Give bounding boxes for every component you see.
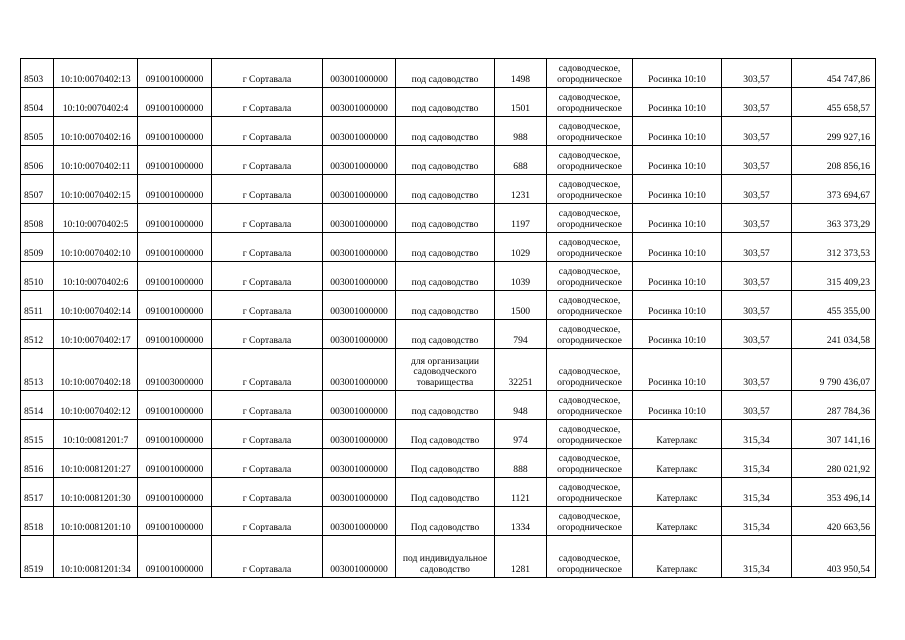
use-category-cell: садоводческое, огородническое — [547, 117, 633, 146]
settlement-name-cell: Катерлакс — [633, 449, 722, 478]
use-category-cell: садоводческое, огородническое — [547, 146, 633, 175]
table-row — [21, 320, 876, 349]
cadastral-cost-cell: 287 784,36 — [792, 391, 876, 420]
table-row — [21, 420, 876, 449]
cadastral-number-cell: 10:10:0070402:6 — [54, 262, 138, 291]
cadastral-number-cell: 10:10:0070402:13 — [54, 59, 138, 88]
locality-cell: г Сортавала — [212, 175, 323, 204]
okato-code-cell: 091001000000 — [138, 59, 212, 88]
permitted-use-cell: под садоводство — [396, 204, 495, 233]
cadastral-cost-cell: 299 927,16 — [792, 117, 876, 146]
okato-code-cell: 091001000000 — [138, 320, 212, 349]
use-category-cell: садоводческое, огородническое — [547, 233, 633, 262]
table-row — [21, 88, 876, 117]
specific-value-cell: 315,34 — [722, 478, 792, 507]
table-row — [21, 349, 876, 391]
specific-value-cell: 303,57 — [722, 233, 792, 262]
specific-value-cell: 303,57 — [722, 59, 792, 88]
use-category-cell: садоводческое, огородническое — [547, 175, 633, 204]
specific-value-cell: 303,57 — [722, 262, 792, 291]
table-row — [21, 449, 876, 478]
table-row — [21, 233, 876, 262]
use-category-cell: садоводческое, огородническое — [547, 507, 633, 536]
permitted-use-cell: под садоводство — [396, 59, 495, 88]
area-cell: 888 — [495, 449, 547, 478]
area-cell: 1231 — [495, 175, 547, 204]
row-number-cell: 8518 — [21, 507, 54, 536]
table-row — [21, 391, 876, 420]
cadastral-cost-cell: 373 694,67 — [792, 175, 876, 204]
table-row — [21, 204, 876, 233]
settlement-name-cell: Катерлакс — [633, 507, 722, 536]
row-number-cell: 8517 — [21, 478, 54, 507]
okato-code-cell: 091001000000 — [138, 233, 212, 262]
okato-code-cell: 091001000000 — [138, 88, 212, 117]
settlement-name-cell: Росинка 10:10 — [633, 204, 722, 233]
settlement-name-cell: Катерлакс — [633, 536, 722, 578]
permitted-use-cell: под садоводство — [396, 88, 495, 117]
row-number-cell: 8506 — [21, 146, 54, 175]
cadastral-cost-cell: 363 373,29 — [792, 204, 876, 233]
okato-code-cell: 091001000000 — [138, 420, 212, 449]
table-row — [21, 146, 876, 175]
specific-value-cell: 315,34 — [722, 536, 792, 578]
permitted-use-cell: Под садоводство — [396, 478, 495, 507]
cadastral-cost-cell: 9 790 436,07 — [792, 349, 876, 391]
oktmo-code-cell: 003001000000 — [323, 320, 396, 349]
permitted-use-cell: Под садоводство — [396, 507, 495, 536]
locality-cell: г Сортавала — [212, 117, 323, 146]
area-cell: 1334 — [495, 507, 547, 536]
okato-code-cell: 091001000000 — [138, 204, 212, 233]
area-cell: 1039 — [495, 262, 547, 291]
use-category-cell: садоводческое, огородническое — [547, 391, 633, 420]
oktmo-code-cell: 003001000000 — [323, 391, 396, 420]
locality-cell: г Сортавала — [212, 507, 323, 536]
use-category-cell: садоводческое, огородническое — [547, 420, 633, 449]
area-cell: 974 — [495, 420, 547, 449]
cadastral-number-cell: 10:10:0081201:10 — [54, 507, 138, 536]
use-category-cell: садоводческое, огородническое — [547, 262, 633, 291]
locality-cell: г Сортавала — [212, 204, 323, 233]
oktmo-code-cell: 003001000000 — [323, 262, 396, 291]
settlement-name-cell: Росинка 10:10 — [633, 233, 722, 262]
row-number-cell: 8519 — [21, 536, 54, 578]
specific-value-cell: 303,57 — [722, 146, 792, 175]
locality-cell: г Сортавала — [212, 291, 323, 320]
okato-code-cell: 091001000000 — [138, 291, 212, 320]
cadastral-number-cell: 10:10:0081201:30 — [54, 478, 138, 507]
cadastral-cost-cell: 280 021,92 — [792, 449, 876, 478]
cadastral-number-cell: 10:10:0081201:7 — [54, 420, 138, 449]
table-row — [21, 478, 876, 507]
area-cell: 1281 — [495, 536, 547, 578]
row-number-cell: 8510 — [21, 262, 54, 291]
area-cell: 32251 — [495, 349, 547, 391]
specific-value-cell: 303,57 — [722, 291, 792, 320]
oktmo-code-cell: 003001000000 — [323, 449, 396, 478]
okato-code-cell: 091001000000 — [138, 146, 212, 175]
area-cell: 1121 — [495, 478, 547, 507]
locality-cell: г Сортавала — [212, 59, 323, 88]
locality-cell: г Сортавала — [212, 233, 323, 262]
row-number-cell: 8516 — [21, 449, 54, 478]
okato-code-cell: 091001000000 — [138, 262, 212, 291]
settlement-name-cell: Росинка 10:10 — [633, 262, 722, 291]
table-row — [21, 536, 876, 578]
cadastral-number-cell: 10:10:0070402:11 — [54, 146, 138, 175]
table-row — [21, 291, 876, 320]
cadastral-cost-cell: 403 950,54 — [792, 536, 876, 578]
area-cell: 988 — [495, 117, 547, 146]
row-number-cell: 8513 — [21, 349, 54, 391]
use-category-cell: садоводческое, огородническое — [547, 320, 633, 349]
permitted-use-cell: для организации садоводческого товарищества — [396, 349, 495, 391]
use-category-cell: садоводческое, огородническое — [547, 59, 633, 88]
use-category-cell: садоводческое, огородническое — [547, 88, 633, 117]
okato-code-cell: 091001000000 — [138, 391, 212, 420]
cadastral-number-cell: 10:10:0070402:18 — [54, 349, 138, 391]
cadastral-cost-cell: 455 658,57 — [792, 88, 876, 117]
okato-code-cell: 091001000000 — [138, 478, 212, 507]
cadastral-cost-cell: 312 373,53 — [792, 233, 876, 262]
permitted-use-cell: под садоводство — [396, 320, 495, 349]
locality-cell: г Сортавала — [212, 349, 323, 391]
permitted-use-cell: Под садоводство — [396, 449, 495, 478]
oktmo-code-cell: 003001000000 — [323, 478, 396, 507]
area-cell: 794 — [495, 320, 547, 349]
cadastral-number-cell: 10:10:0070402:16 — [54, 117, 138, 146]
locality-cell: г Сортавала — [212, 478, 323, 507]
permitted-use-cell: под садоводство — [396, 233, 495, 262]
locality-cell: г Сортавала — [212, 262, 323, 291]
settlement-name-cell: Росинка 10:10 — [633, 88, 722, 117]
specific-value-cell: 303,57 — [722, 391, 792, 420]
oktmo-code-cell: 003001000000 — [323, 146, 396, 175]
specific-value-cell: 303,57 — [722, 204, 792, 233]
row-number-cell: 8505 — [21, 117, 54, 146]
cadastral-cost-cell: 420 663,56 — [792, 507, 876, 536]
permitted-use-cell: под садоводство — [396, 117, 495, 146]
oktmo-code-cell: 003001000000 — [323, 233, 396, 262]
settlement-name-cell: Росинка 10:10 — [633, 349, 722, 391]
locality-cell: г Сортавала — [212, 420, 323, 449]
cadastral-number-cell: 10:10:0070402:14 — [54, 291, 138, 320]
cadastral-cost-cell: 455 355,00 — [792, 291, 876, 320]
row-number-cell: 8511 — [21, 291, 54, 320]
locality-cell: г Сортавала — [212, 320, 323, 349]
cadastral-number-cell: 10:10:0070402:5 — [54, 204, 138, 233]
cadastral-number-cell: 10:10:0070402:10 — [54, 233, 138, 262]
use-category-cell: садоводческое, огородническое — [547, 478, 633, 507]
permitted-use-cell: под садоводство — [396, 146, 495, 175]
area-cell: 1029 — [495, 233, 547, 262]
row-number-cell: 8504 — [21, 88, 54, 117]
row-number-cell: 8512 — [21, 320, 54, 349]
oktmo-code-cell: 003001000000 — [323, 291, 396, 320]
cadastral-number-cell: 10:10:0070402:15 — [54, 175, 138, 204]
cadastral-number-cell: 10:10:0081201:27 — [54, 449, 138, 478]
land-plots-table — [20, 58, 876, 578]
okato-code-cell: 091001000000 — [138, 175, 212, 204]
okato-code-cell: 091001000000 — [138, 536, 212, 578]
area-cell: 1501 — [495, 88, 547, 117]
area-cell: 1500 — [495, 291, 547, 320]
settlement-name-cell: Росинка 10:10 — [633, 175, 722, 204]
cadastral-number-cell: 10:10:0070402:17 — [54, 320, 138, 349]
cadastral-number-cell: 10:10:0070402:12 — [54, 391, 138, 420]
cadastral-number-cell: 10:10:0081201:34 — [54, 536, 138, 578]
area-cell: 1197 — [495, 204, 547, 233]
settlement-name-cell: Росинка 10:10 — [633, 117, 722, 146]
row-number-cell: 8515 — [21, 420, 54, 449]
settlement-name-cell: Росинка 10:10 — [633, 59, 722, 88]
specific-value-cell: 315,34 — [722, 420, 792, 449]
use-category-cell: садоводческое, огородническое — [547, 204, 633, 233]
use-category-cell: садоводческое, огородническое — [547, 291, 633, 320]
cadastral-cost-cell: 315 409,23 — [792, 262, 876, 291]
oktmo-code-cell: 003001000000 — [323, 507, 396, 536]
permitted-use-cell: под садоводство — [396, 291, 495, 320]
oktmo-code-cell: 003001000000 — [323, 536, 396, 578]
okato-code-cell: 091003000000 — [138, 349, 212, 391]
specific-value-cell: 315,34 — [722, 507, 792, 536]
row-number-cell: 8509 — [21, 233, 54, 262]
cadastral-cost-cell: 208 856,16 — [792, 146, 876, 175]
table-row — [21, 175, 876, 204]
oktmo-code-cell: 003001000000 — [323, 59, 396, 88]
use-category-cell: садоводческое, огородническое — [547, 536, 633, 578]
locality-cell: г Сортавала — [212, 391, 323, 420]
specific-value-cell: 303,57 — [722, 349, 792, 391]
locality-cell: г Сортавала — [212, 449, 323, 478]
cadastral-cost-cell: 241 034,58 — [792, 320, 876, 349]
permitted-use-cell: под садоводство — [396, 175, 495, 204]
permitted-use-cell: под садоводство — [396, 391, 495, 420]
settlement-name-cell: Катерлакс — [633, 420, 722, 449]
table-row — [21, 59, 876, 88]
use-category-cell: садоводческое, огородническое — [547, 349, 633, 391]
permitted-use-cell: под садоводство — [396, 262, 495, 291]
cadastral-number-cell: 10:10:0070402:4 — [54, 88, 138, 117]
area-cell: 948 — [495, 391, 547, 420]
oktmo-code-cell: 003001000000 — [323, 349, 396, 391]
oktmo-code-cell: 003001000000 — [323, 175, 396, 204]
permitted-use-cell: под индивидуальное садоводство — [396, 536, 495, 578]
table-row — [21, 507, 876, 536]
permitted-use-cell: Под садоводство — [396, 420, 495, 449]
table-body — [21, 59, 876, 578]
table-row — [21, 117, 876, 146]
oktmo-code-cell: 003001000000 — [323, 117, 396, 146]
settlement-name-cell: Катерлакс — [633, 478, 722, 507]
specific-value-cell: 303,57 — [722, 117, 792, 146]
specific-value-cell: 303,57 — [722, 88, 792, 117]
use-category-cell: садоводческое, огородническое — [547, 449, 633, 478]
locality-cell: г Сортавала — [212, 536, 323, 578]
locality-cell: г Сортавала — [212, 146, 323, 175]
settlement-name-cell: Росинка 10:10 — [633, 291, 722, 320]
table-row — [21, 262, 876, 291]
settlement-name-cell: Росинка 10:10 — [633, 391, 722, 420]
row-number-cell: 8503 — [21, 59, 54, 88]
locality-cell: г Сортавала — [212, 88, 323, 117]
settlement-name-cell: Росинка 10:10 — [633, 146, 722, 175]
specific-value-cell: 315,34 — [722, 449, 792, 478]
settlement-name-cell: Росинка 10:10 — [633, 320, 722, 349]
specific-value-cell: 303,57 — [722, 320, 792, 349]
okato-code-cell: 091001000000 — [138, 507, 212, 536]
cadastral-cost-cell: 307 141,16 — [792, 420, 876, 449]
area-cell: 688 — [495, 146, 547, 175]
specific-value-cell: 303,57 — [722, 175, 792, 204]
oktmo-code-cell: 003001000000 — [323, 420, 396, 449]
row-number-cell: 8508 — [21, 204, 54, 233]
okato-code-cell: 091001000000 — [138, 117, 212, 146]
cadastral-cost-cell: 353 496,14 — [792, 478, 876, 507]
oktmo-code-cell: 003001000000 — [323, 88, 396, 117]
cadastral-cost-cell: 454 747,86 — [792, 59, 876, 88]
row-number-cell: 8514 — [21, 391, 54, 420]
okato-code-cell: 091001000000 — [138, 449, 212, 478]
oktmo-code-cell: 003001000000 — [323, 204, 396, 233]
row-number-cell: 8507 — [21, 175, 54, 204]
area-cell: 1498 — [495, 59, 547, 88]
